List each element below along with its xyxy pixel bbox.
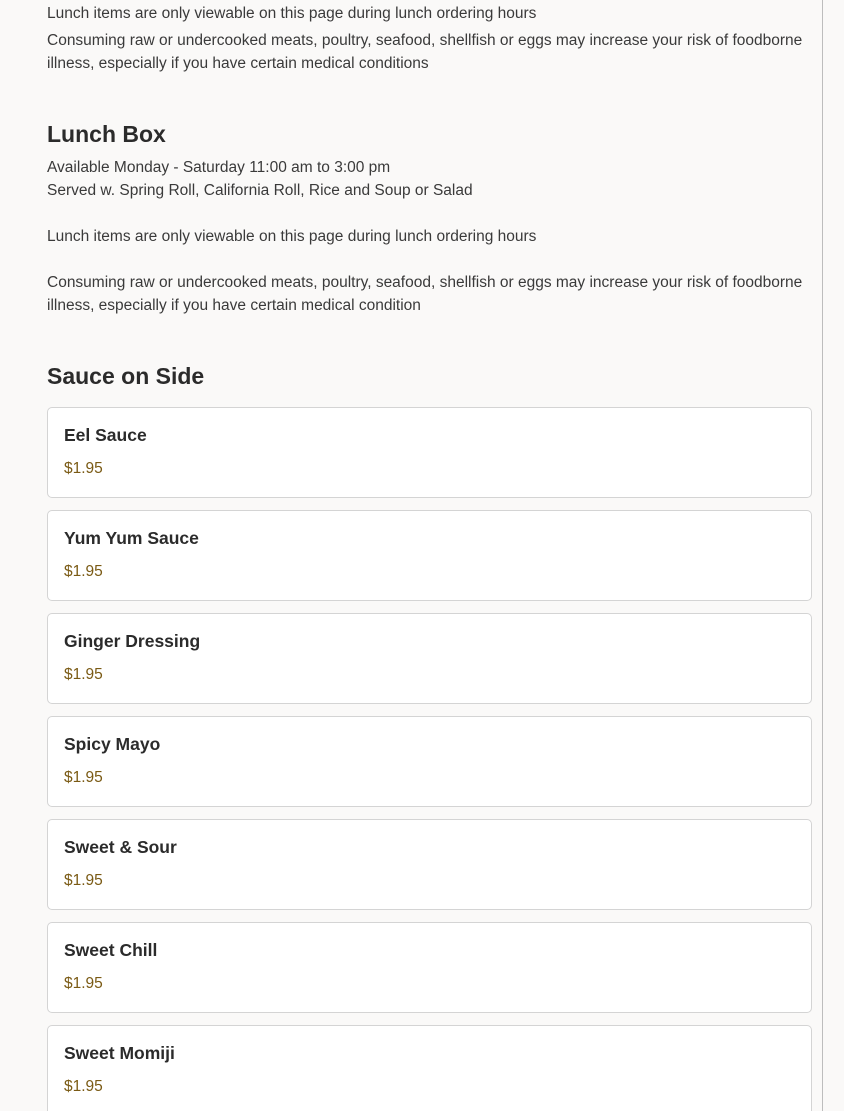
menu-item-name: Eel Sauce (64, 425, 147, 445)
menu-item-card-ginger-dressing[interactable] (47, 613, 812, 704)
menu-item-card-spicy-mayo[interactable] (47, 716, 812, 807)
menu-item-price: $1.95 (64, 563, 103, 580)
menu-item-price: $1.95 (64, 872, 103, 889)
menu-item-card-sweet-chill[interactable] (47, 922, 812, 1013)
menu-item-card-yum-yum-sauce[interactable] (47, 510, 812, 601)
lunch-box-disclaimer: Consuming raw or undercooked meats, poultry, seafood, shellfish or eggs may increase your risk of foodborne illness, especially if you have certain medical condition (47, 274, 803, 314)
menu-item-price: $1.95 (64, 460, 103, 477)
menu-item-price: $1.95 (64, 1078, 103, 1095)
menu-item-name: Sweet Momiji (64, 1043, 175, 1063)
partial-lunch-note: Lunch items are only viewable on this page during lunch ordering hours (47, 4, 537, 22)
menu-item-card-eel-sauce[interactable] (47, 407, 812, 498)
menu-item-name: Sweet Chill (64, 940, 158, 960)
menu-item-name: Sweet & Sour (64, 837, 177, 857)
sauce-item-list (47, 407, 812, 1111)
menu-item-card-sweet-momiji[interactable] (47, 1025, 812, 1111)
menu-item-name: Yum Yum Sauce (64, 528, 199, 548)
lunch-box-served-with: Served w. Spring Roll, California Roll, Rice and Soup or Salad (47, 182, 473, 199)
lunch-box-title: Lunch Box (47, 121, 166, 147)
menu-item-price: $1.95 (64, 666, 103, 683)
menu-item-name: Ginger Dressing (64, 631, 201, 651)
lunch-box-hours: Available Monday - Saturday 11:00 am to 3:00 pm (47, 159, 391, 176)
menu-item-name: Spicy Mayo (64, 734, 161, 754)
menu-item-price: $1.95 (64, 975, 103, 992)
sauce-on-side-title: Sauce on Side (47, 363, 205, 389)
lunch-box-note: Lunch items are only viewable on this page during lunch ordering hours (47, 228, 537, 245)
menu-item-price: $1.95 (64, 769, 103, 786)
dinner-disclaimer: Consuming raw or undercooked meats, poultry, seafood, shellfish or eggs may increase your risk of foodborne illness, especially if you have certain medical conditions (47, 32, 803, 72)
menu-item-card-sweet-and-sour[interactable] (47, 819, 812, 910)
page-right-divider (822, 0, 823, 1111)
